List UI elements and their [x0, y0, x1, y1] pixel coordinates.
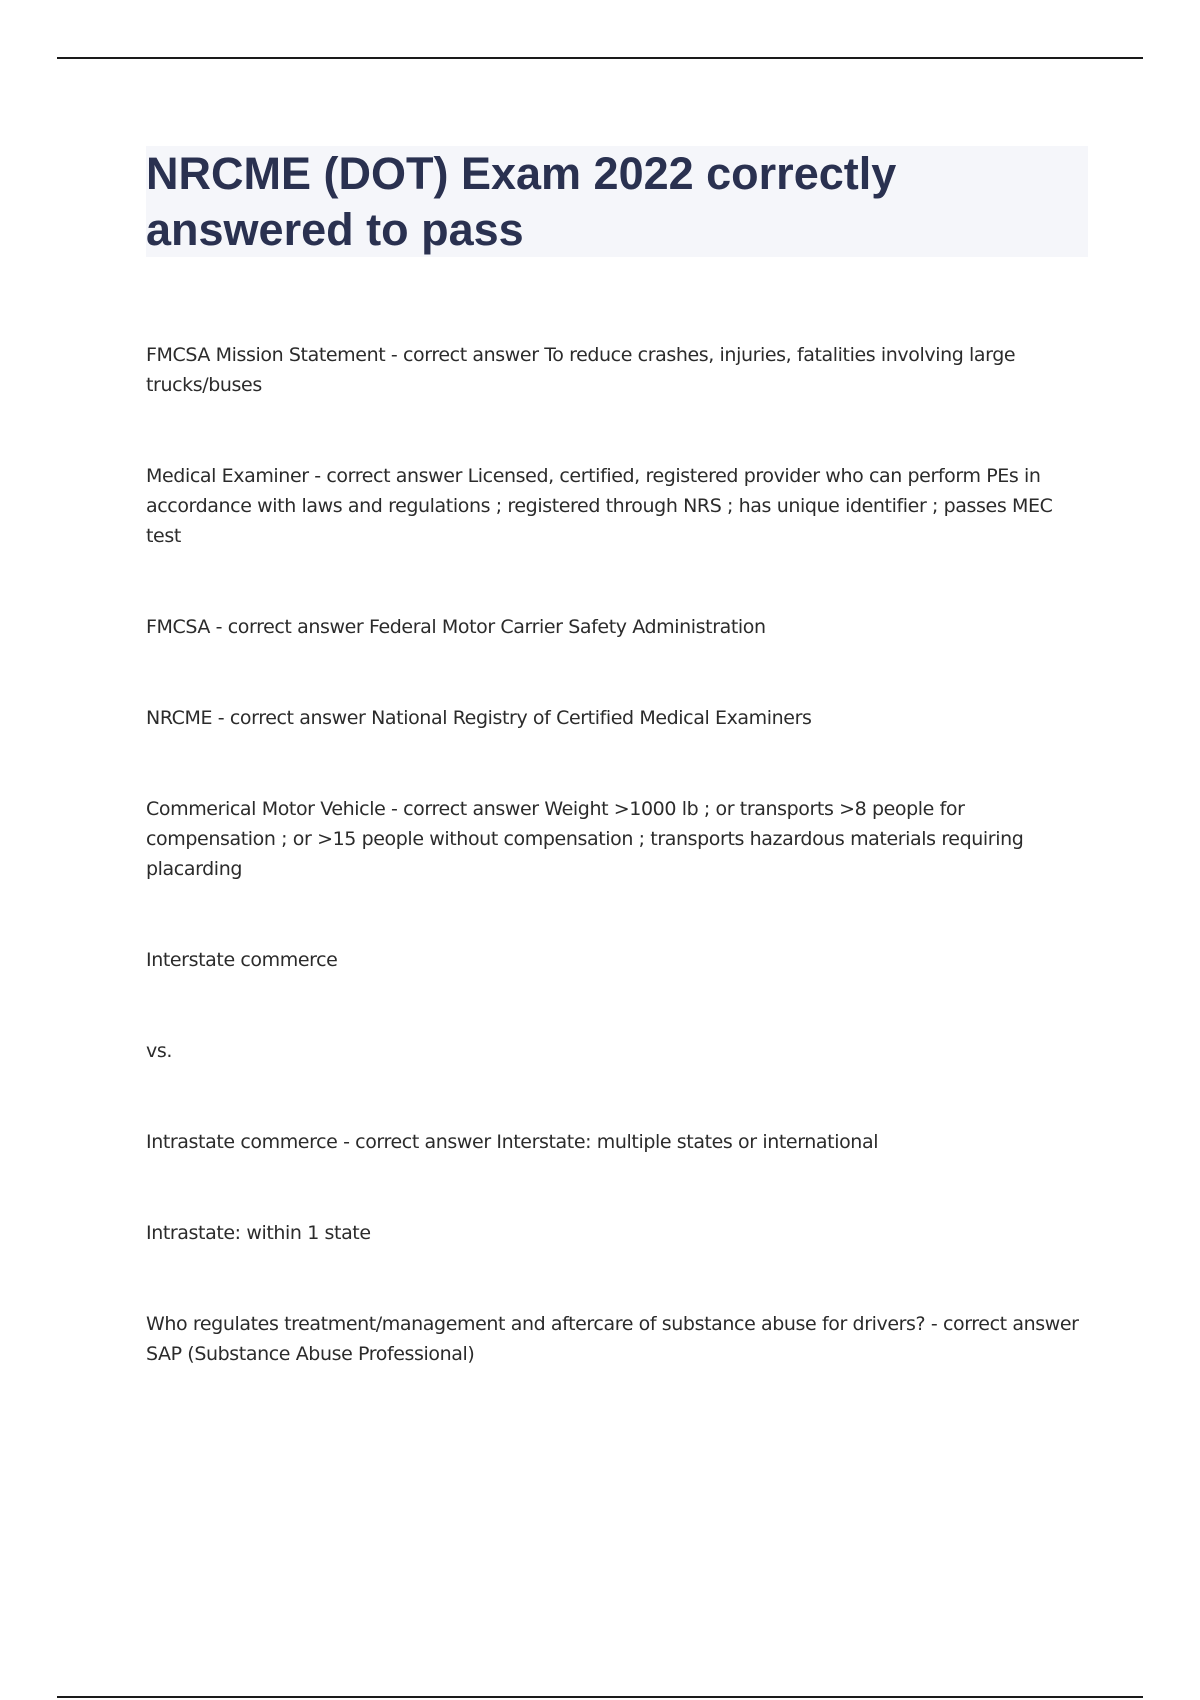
qa-entry: Commerical Motor Vehicle - correct answer Weight >1000 lb ; or transports >8 people for compensation ; or >15 people without compensation ; transports hazardous materials requiring placarding: [146, 798, 1024, 880]
bottom-rule: [57, 1696, 1143, 1698]
top-rule: [57, 57, 1143, 59]
qa-entry: vs.: [146, 1040, 172, 1062]
qa-entry: Who regulates treatment/management and aftercare of substance abuse for drivers? - correct answer SAP (Substance Abuse Professional): [146, 1313, 1079, 1365]
title-banner: [146, 146, 1088, 257]
qa-entry: Intrastate commerce - correct answer Interstate: multiple states or international: [146, 1131, 879, 1153]
qa-entry: FMCSA - correct answer Federal Motor Carrier Safety Administration: [146, 616, 766, 638]
qa-entry: FMCSA Mission Statement - correct answer To reduce crashes, injuries, fatalities involving large trucks/buses: [146, 344, 1016, 396]
qa-entry: Interstate commerce: [146, 949, 338, 971]
qa-list: [146, 340, 1086, 1430]
qa-entry: NRCME - correct answer National Registry of Certified Medical Examiners: [146, 707, 812, 729]
qa-entry: Intrastate: within 1 state: [146, 1222, 371, 1244]
qa-entry: Medical Examiner - correct answer Licensed, certified, registered provider who can perform PEs in accordance with laws and regulations ; registered through NRS ; has unique identifier ; passes MEC test: [146, 465, 1053, 547]
page-title: NRCME (DOT) Exam 2022 correctly answered to pass: [146, 148, 897, 255]
